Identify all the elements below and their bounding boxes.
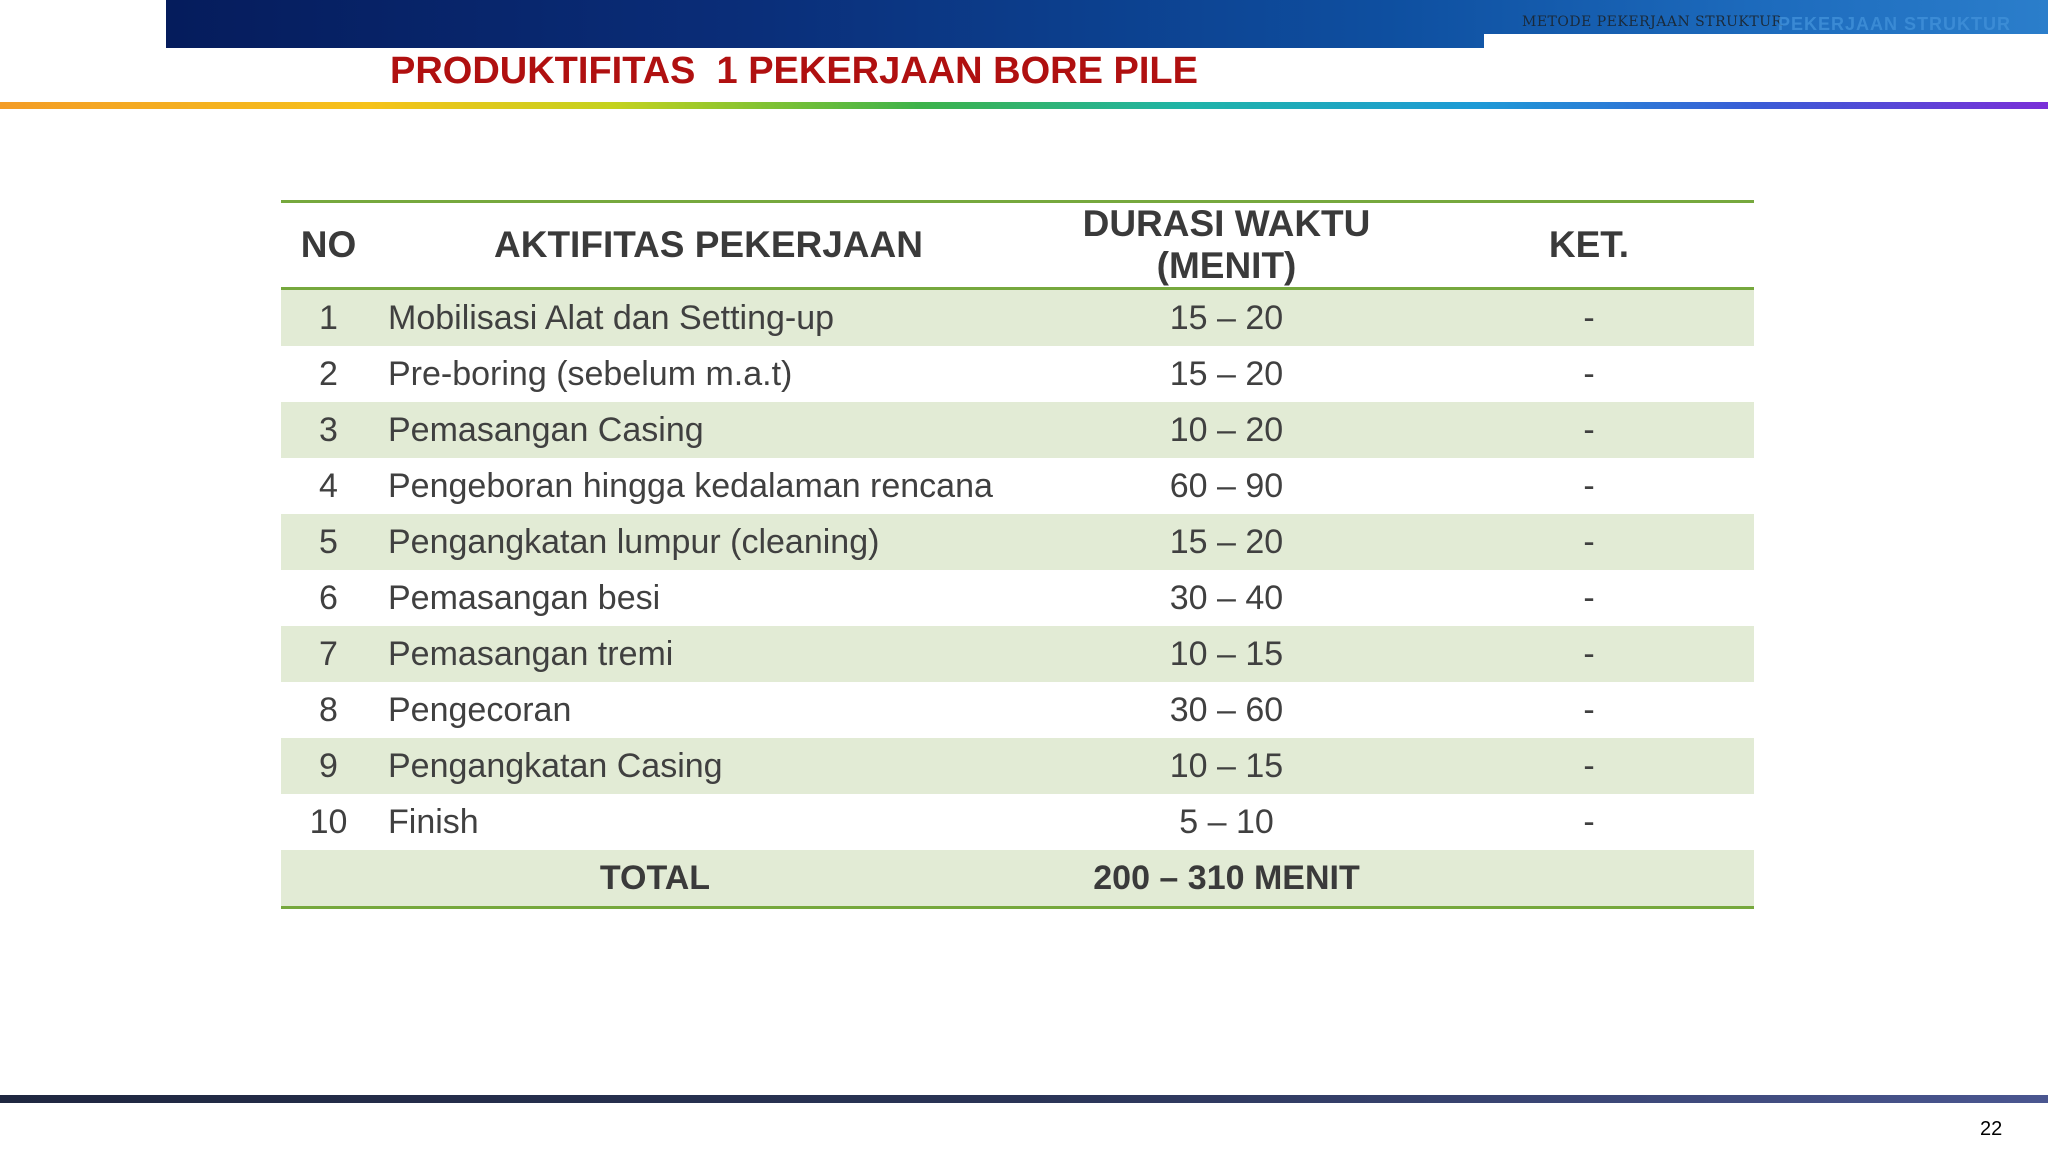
table-row: [281, 682, 1754, 738]
row-ket: -: [1583, 354, 1595, 393]
row-duration: 15 – 20: [1029, 289, 1424, 347]
total-ket-empty: [1424, 850, 1754, 908]
row-activity: Pengecoran: [388, 690, 572, 729]
row-duration: 10 – 15: [1029, 738, 1424, 794]
header-no: NO: [281, 202, 376, 289]
table-header-row: [281, 202, 1754, 289]
row-duration: 10 – 15: [1029, 626, 1424, 682]
row-duration: 15 – 20: [1169, 354, 1284, 393]
row-activity: Pemasangan besi: [388, 578, 661, 617]
row-no: 3: [281, 402, 376, 458]
row-duration: 60 – 90: [1169, 466, 1284, 505]
total-value: 200 – 310 MENIT: [1029, 850, 1424, 908]
table-row: [281, 402, 1754, 458]
row-duration: 30 – 60: [1169, 690, 1284, 729]
row-no: 4: [319, 466, 338, 505]
row-no: 5: [281, 514, 376, 570]
row-ket: -: [1583, 466, 1595, 505]
table-row: [281, 458, 1754, 514]
row-no: 6: [319, 578, 338, 617]
row-activity: Pemasangan Casing: [376, 402, 1029, 458]
row-no: 2: [319, 354, 338, 393]
row-no: 8: [319, 690, 338, 729]
row-ket: -: [1424, 626, 1754, 682]
table-row: [281, 794, 1754, 850]
table-row: [281, 570, 1754, 626]
header-duration: DURASI WAKTU (MENIT): [1029, 202, 1424, 289]
row-ket: -: [1424, 514, 1754, 570]
row-activity: Pengangkatan Casing: [376, 738, 1029, 794]
row-duration: 10 – 20: [1029, 402, 1424, 458]
header-activity: AKTIFITAS PEKERJAAN: [376, 202, 1029, 289]
row-ket: -: [1583, 690, 1595, 729]
table-row: [281, 346, 1754, 402]
activity-table: [281, 200, 1754, 909]
row-ket: -: [1424, 289, 1754, 347]
row-ket: -: [1424, 738, 1754, 794]
row-activity: Mobilisasi Alat dan Setting-up: [376, 289, 1029, 347]
header-ket: KET.: [1424, 202, 1754, 289]
row-duration: 15 – 20: [1029, 514, 1424, 570]
row-no: 10: [309, 802, 348, 841]
row-activity: Pengeboran hingga kedalaman rencana: [388, 466, 993, 505]
row-ket: -: [1583, 802, 1595, 841]
row-duration: 5 – 10: [1179, 802, 1274, 841]
table-row: [281, 738, 1754, 794]
row-ket: -: [1583, 578, 1595, 617]
header-tag-ghost-text: PEKERJAAN STRUKTUR: [1778, 14, 2012, 34]
row-no: 7: [281, 626, 376, 682]
table-row: [281, 289, 1754, 347]
footer-bar: [0, 1095, 2048, 1103]
table-row: [281, 514, 1754, 570]
row-duration: 30 – 40: [1169, 578, 1284, 617]
header-tag-ghost: [1778, 14, 2011, 35]
total-label: TOTAL: [281, 850, 1029, 908]
row-no: 1: [281, 289, 376, 347]
header-tag: [1522, 14, 1783, 30]
total-row: [281, 850, 1754, 908]
row-activity: Pemasangan tremi: [376, 626, 1029, 682]
slide-title: PRODUKTIFITAS 1 PEKERJAAN BORE PILE: [390, 50, 1198, 92]
header-tag-text: METODE PEKERJAAN STRUKTUR: [1522, 14, 1783, 30]
row-activity: Pengangkatan lumpur (cleaning): [376, 514, 1029, 570]
row-ket: -: [1424, 402, 1754, 458]
rainbow-divider: [0, 102, 2048, 109]
row-activity: Finish: [388, 802, 479, 841]
row-activity: Pre-boring (sebelum m.a.t): [388, 354, 793, 393]
header-tab: [1484, 34, 2048, 102]
row-no: 9: [281, 738, 376, 794]
page-number: 22: [1980, 1118, 2003, 1140]
table-row: [281, 626, 1754, 682]
